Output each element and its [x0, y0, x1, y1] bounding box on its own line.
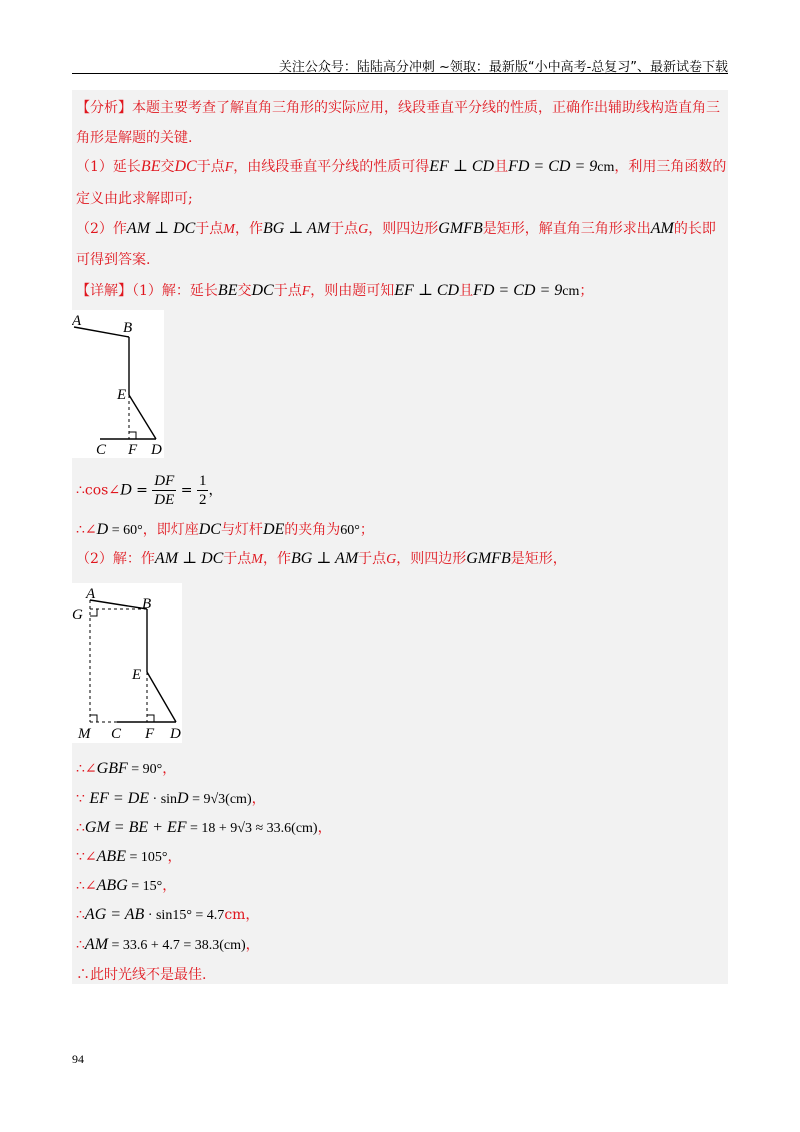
fig2-label-D: D: [170, 726, 181, 742]
page-number: 94: [72, 1052, 84, 1066]
fig1-label-F: F: [128, 442, 138, 458]
eq-line-6: ∴AG = AB · sin15° = 4.7cm，: [76, 906, 260, 923]
detail-tag: 【详解】: [76, 283, 132, 299]
analysis-line-1: 【分析】本题主要考查了解直角三角形的实际应用，线段垂直平分线的性质，正确作出辅助线构造直角三: [76, 100, 720, 116]
eq-line-7: ∴AM = 33.6 + 4.7 = 38.3(cm)，: [76, 936, 260, 953]
fig2-label-E: E: [132, 667, 142, 683]
figure-1: [72, 310, 164, 458]
eq-line-3: ∴GM = BE + EF = 18 + 9√3 ≈ 33.6(cm)，: [76, 819, 332, 836]
fig1-label-E: E: [117, 387, 127, 403]
analysis-step-1: （1）延长BE交DC于点F，由线段垂直平分线的性质可得EF ⊥ CD且FD = CD = 9cm，利用三角函数的: [76, 158, 727, 175]
fig2-label-C: C: [111, 726, 122, 742]
eq-line-2: ∵ EF = DE · sinD = 9√3(cm)，: [76, 790, 266, 807]
fig1-label-A: A: [72, 313, 82, 329]
fig2-label-F: F: [145, 726, 155, 742]
eq-line-4: ∵∠ABE = 105°，: [76, 848, 182, 865]
header-rule: [72, 73, 728, 74]
analysis-tag: 【分析】: [76, 100, 132, 116]
fraction-df-de: $\frac{DF}{DE}$: [154, 473, 175, 508]
part-2-intro: （2）解：作AM ⊥ DC于点M，作BG ⊥ AM于点G，则四边形GMFB是矩形，: [76, 550, 567, 567]
analysis-step-2: （2）作AM ⊥ DC于点M，作BG ⊥ AM于点G，则四边形GMFB是矩形，解直角三角形求出AM的长即: [76, 220, 716, 237]
eq-line-5: ∴∠ABG = 15°，: [76, 877, 177, 894]
fig2-label-G: G: [72, 607, 83, 623]
fig2-label-B: B: [142, 596, 152, 612]
detail-step-1: 【详解】（1）解：延长BE交DC于点F，则由题可知EF ⊥ CD且FD = CD = 9cm；: [76, 282, 594, 299]
cos-step: ∴cos∠D = $\frac{DF}{DE}$ = $\frac{1}{2}$ ，: [76, 473, 223, 508]
fig2-label-M: M: [78, 726, 91, 742]
angle-step: ∴∠D = 60°，即灯座DC与灯杆DE的夹角为60°；: [76, 521, 374, 538]
page-header: 关注公众号：陆陆高分冲刺 ~领取：最新版“小中高考-总复习”、最新试卷下载: [278, 60, 728, 75]
fig1-label-B: B: [123, 320, 133, 336]
eq-line-1: ∴∠GBF = 90°，: [76, 760, 177, 777]
fig1-label-C: C: [96, 442, 107, 458]
analysis-step-1-cont: 定义由此求解即可;: [76, 191, 193, 207]
conclusion: ∴此时光线不是最佳.: [76, 967, 207, 983]
fraction-half: $\frac{1}{2}$: [198, 473, 207, 508]
figure-2: [72, 583, 182, 743]
analysis-step-2-cont: 可得到答案.: [76, 252, 151, 268]
fig1-label-D: D: [151, 442, 162, 458]
analysis-line-2: 角形是解题的关键.: [76, 130, 193, 146]
fig2-label-A: A: [86, 586, 96, 602]
